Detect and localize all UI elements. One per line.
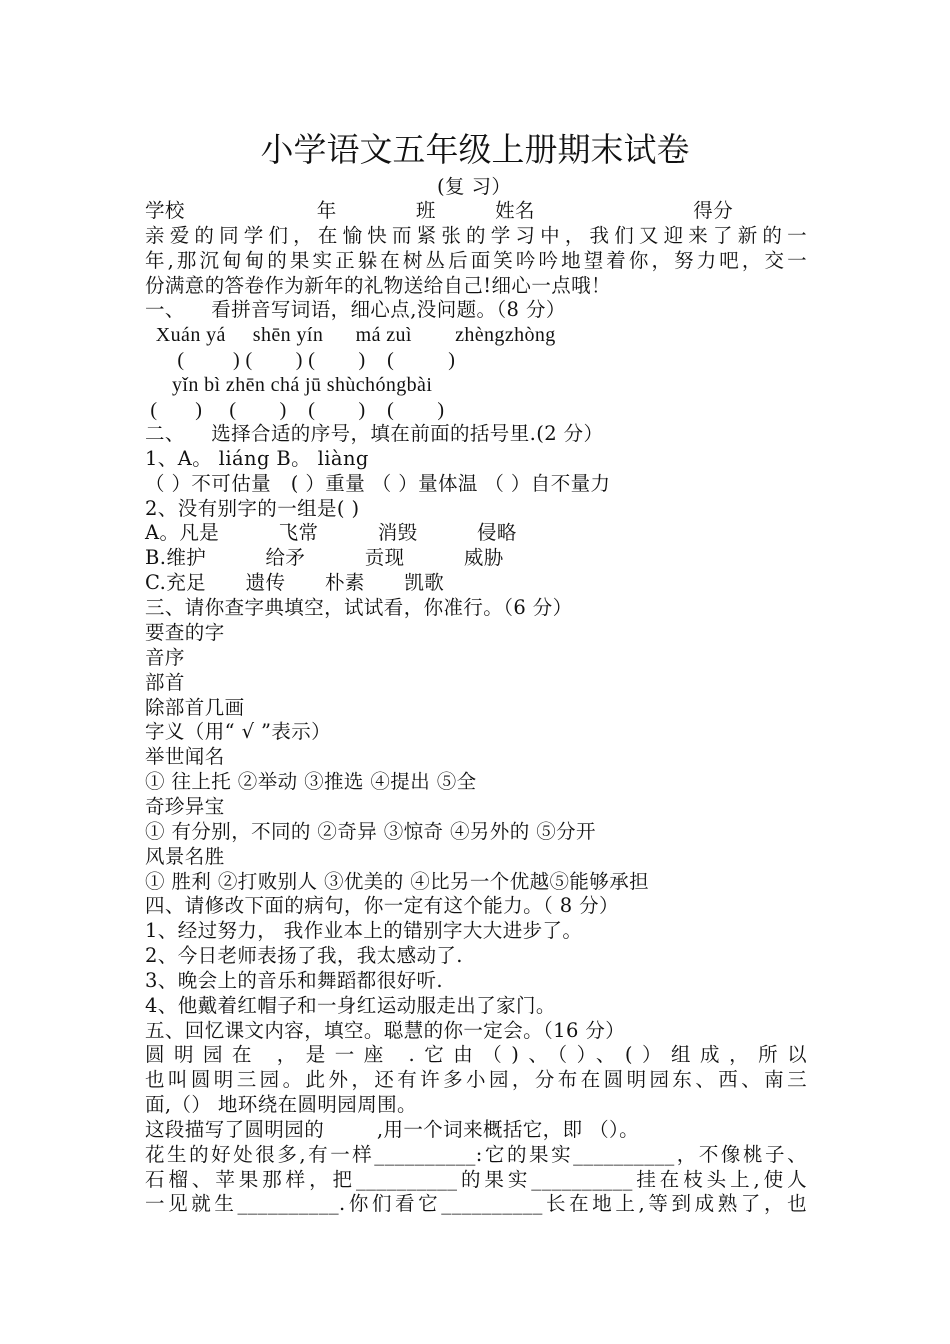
pinyin-row-2: yǐn bì zhēn chá jū shùchóngbài <box>145 374 433 396</box>
question-2-1-options: （ ）不可估量 ( ）重量 （ ）量体温 （ ）自不量力 <box>145 472 611 495</box>
student-info-line: 学校 年 班 姓名 得分 <box>145 199 734 222</box>
dictionary-row: ① 往上托 ②举动 ③推选 ④提出 ⑤全 <box>145 770 477 793</box>
fill-blank-line: 石榴、苹果那样，把__________的果实__________挂在枝头上,使人 <box>145 1168 807 1191</box>
answer-brackets-row-1: ( ) ( ) ( ) ( ) <box>145 349 456 371</box>
dictionary-row: ① 有分别，不同的 ②奇异 ③惊奇 ④另外的 ⑤分开 <box>145 820 596 843</box>
section-3-heading: 三、请你查字典填空，试试看，你准行。（6 分） <box>145 596 573 619</box>
section-1-heading: 一、 看拼音写词语，细心点,没问题。（8 分） <box>145 298 566 321</box>
sentence-item: 1、经过努力， 我作业本上的错别字大大进步了。 <box>145 919 583 942</box>
page-title: 小学语文五年级上册期末试卷 <box>260 130 690 169</box>
option-b: B.维护 给矛 贡现 威胁 <box>145 546 504 569</box>
dictionary-row: 奇珍异宝 <box>145 795 225 818</box>
dictionary-row: 除部首几画 <box>145 696 245 719</box>
fill-blank-line: 面,（） 地环绕在圆明园周围。 <box>145 1093 417 1116</box>
option-a: A。凡是 飞常 消毁 侵略 <box>145 521 517 544</box>
fill-blank-line: 一见就生__________.你们看它__________长在地上,等到成熟了，也 <box>145 1192 807 1215</box>
section-2-heading: 二、 选择合适的序号，填在前面的括号里.(2 分） <box>145 422 604 445</box>
fill-blank-line: 圆明园在 ，是一座 .它由（)、（）、(）组成，所以 <box>145 1043 807 1066</box>
question-2-1: 1、A。 liáng B。 liàng <box>145 447 369 470</box>
subtitle: (复 习） <box>437 175 512 198</box>
question-2-2: 2、没有别字的一组是( ) <box>145 497 360 520</box>
section-5-heading: 五、回忆课文内容，填空。聪慧的你一定会。（16 分） <box>145 1019 626 1042</box>
fill-blank-line: 这段描写了圆明园的 ,用一个词来概括它，即 （）。 <box>145 1118 640 1141</box>
dictionary-row: 风景名胜 <box>145 845 225 868</box>
fill-blank-line: 花生的好处很多,有一样__________:它的果实__________，不像桃子、 <box>145 1143 807 1166</box>
intro-line-2: 年,那沉甸甸的果实正躲在树丛后面笑吟吟地望着你，努力吧，交一 <box>145 249 807 272</box>
dictionary-row: 部首 <box>145 671 185 694</box>
section-4-heading: 四、请修改下面的病句，你一定有这个能力。（ 8 分） <box>145 894 619 917</box>
intro-line-1: 亲爱的同学们，在愉快而紧张的学习中，我们又迎来了新的一 <box>145 224 807 247</box>
sentence-item: 3、晚会上的音乐和舞蹈都很好听. <box>145 969 444 992</box>
dictionary-row: 要查的字 <box>145 621 225 644</box>
fill-blank-line: 也叫圆明三园。此外，还有许多小园，分布在圆明园东、西、南三 <box>145 1068 807 1091</box>
option-c: C.充足 遗传 朴素 凯歌 <box>145 571 445 594</box>
dictionary-row: 举世闻名 <box>145 745 225 768</box>
sentence-item: 2、今日老师表扬了我，我太感动了. <box>145 944 463 967</box>
answer-brackets-row-2: ( ) ( ) ( ) ( ) <box>145 399 445 421</box>
dictionary-row: ① 胜利 ②打败别人 ③优美的 ④比另一个优越⑤能够承担 <box>145 870 649 893</box>
pinyin-row-1: Xuán yá shēn yín má zuì zhèngzhòng <box>145 324 556 346</box>
intro-line-3: 份满意的答卷作为新年的礼物送给自己!细心一点哦！ <box>145 274 611 297</box>
sentence-item: 4、他戴着红帽子和一身红运动服走出了家门。 <box>145 994 556 1017</box>
dictionary-row: 字义（用“ √ ”表示） <box>145 720 332 743</box>
dictionary-row: 音序 <box>145 646 185 669</box>
